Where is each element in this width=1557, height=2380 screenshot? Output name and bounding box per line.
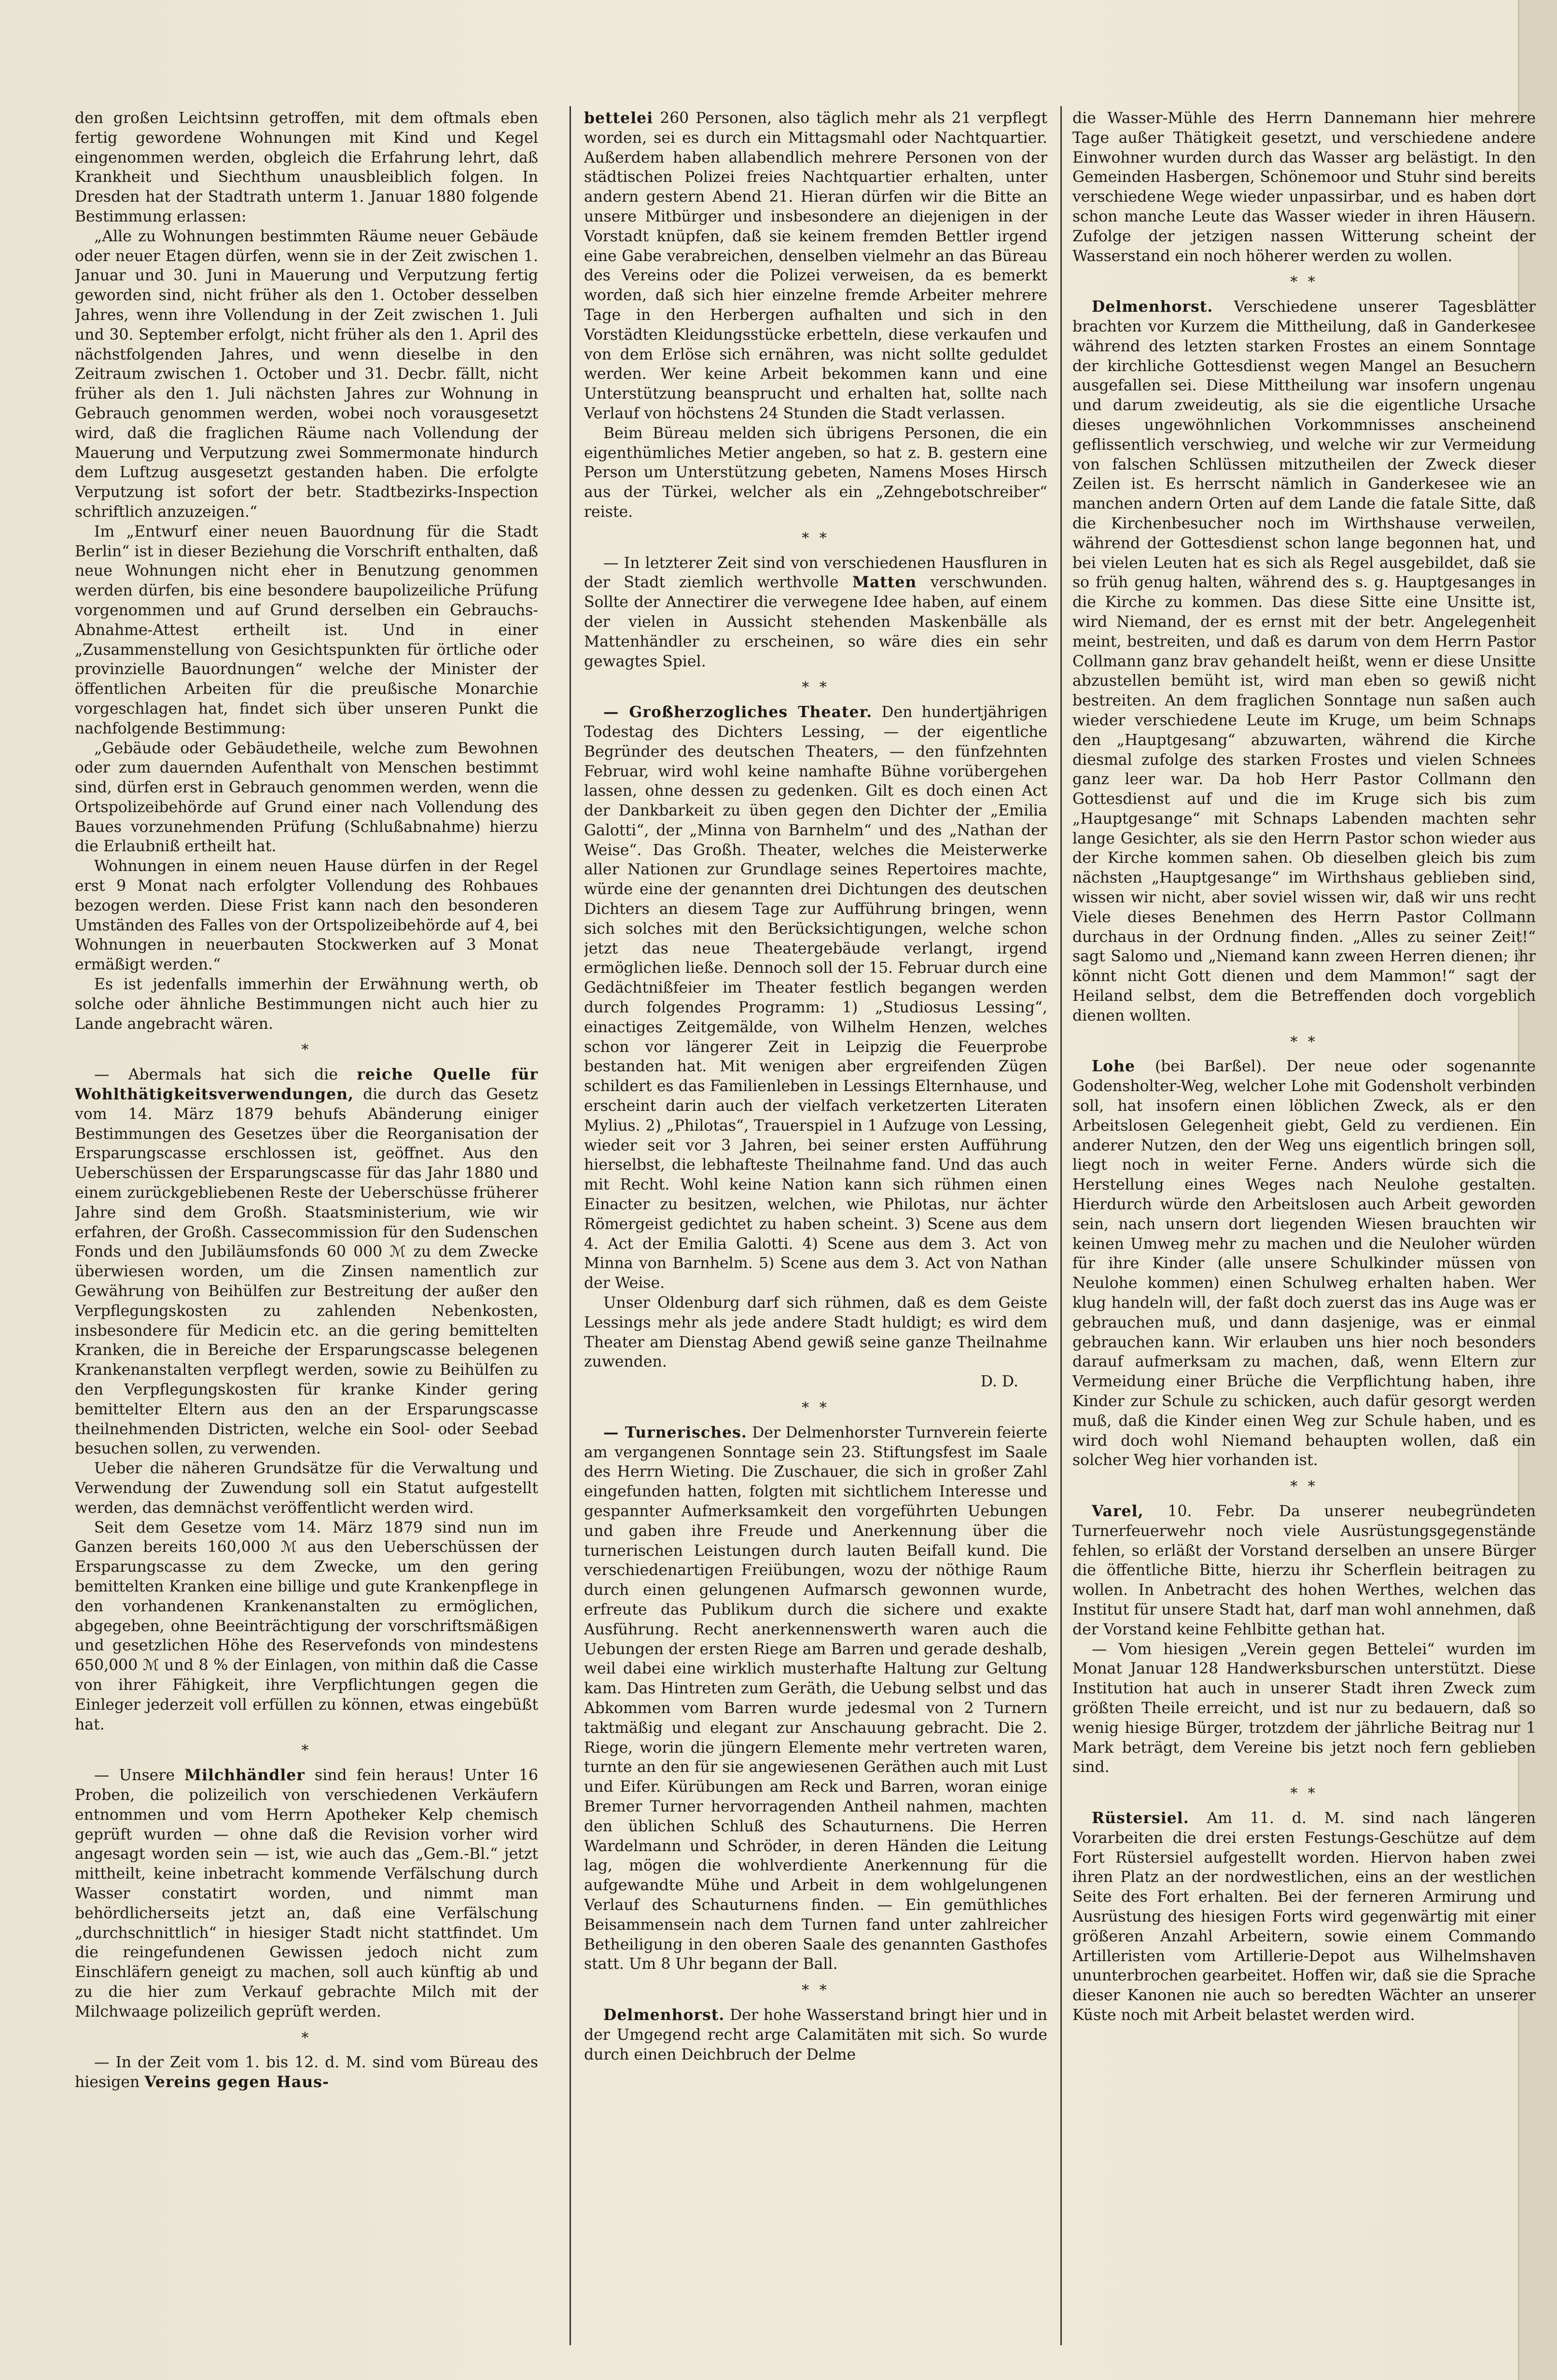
article-heading: Matten [852, 573, 917, 592]
separator-asterisk: * * [1290, 1033, 1318, 1051]
separator-asterisk: * * [1290, 274, 1318, 291]
article-heading: Varel, [1092, 1502, 1144, 1520]
text: Der Delmenhorster Turnverein feierte am vergangenen Sonntage sein 23. Stiftungsfest im Saale des Herrn Wieting. Die Zuschauer, die sich in großer Zahl eingefunden hatten, folgten mit sichtlichem Interesse und gespannter Aufmerksamkeit den vorgeführten Uebungen und gaben ihre Freude und Anerkennung über die turnerischen Leistungen durch lauten Beifall kund. Die verschiedenartigen Freiübungen, wozu der nöthige Raum durch einen gelungenen Aufmarsch gewonnen wurde, erfreute das Publikum durch die sichere und exakte Ausführung. Recht anerkennenswerth waren auch die Uebungen der ersten Riege am Barren und gerade deshalb, weil dabei eine wirklich musterhafte Haltung zur Geltung kam. Das Hintreten zum Geräth, die Uebung selbst und das Abkommen vom Barren wurde jedesmal von 2 Turnern taktmäßig und elegant zur Anschauung gebracht. Die 2. Riege, worin die jüngern Elemente mehr vertreten waren, turnte an den für sie angewiesenen Geräthen auch mit Lust und Eifer. Kürübungen am Reck und Barren, woran einige Bremer Turner hervorragenden Antheil nahmen, machten den üblichen Schluß des Schauturnens. Die Herren Wardelmann und Schröder, in deren Händen die Leitung lag, mögen die wohlverdiente Anerkennung für die aufgewandte Mühe und Arbeit in dem wohlgelungenen Verlauf des Schauturnens finden. — Ein gemüthliches Beisammensein nach dem Turnen fand unter zahlreicher Betheiligung in den oberen Saale des genannten Gasthofes statt. Um 8 Uhr begann der Ball. [584, 1424, 1047, 1973]
text: die durch das Gesetz vom 14. März 1879 behufs Abänderung einiger Bestimmungen des Gesetzes über die Reorganisation der Ersparungscasse erschlossen ist, geöffnet. Aus den Ueberschüssen der Ersparungscasse für das Jahr 1880 und einem zurückgebliebenen Reste der Ueberschüsse früherer Jahre sind dem Großh. Staatsministerium, wie wir erfahren, der Großh. Cassecommission für den Sudenschen Fonds und den Jubiläumsfonds 60 000 ℳ zu dem Zwecke überwiesen worden, um die Zinsen namentlich zur Gewährung von Beihülfen zur Bestreitung der außer den Verpflegungskosten zu zahlenden Nebenkosten, insbesondere für Medicin etc. an die gering bemittelten Kranken, die in Bereiche der Ersparungscasse belegenen Krankenanstalten verpflegt werden, sowie zu Beihülfen zu den Verpflegungskosten für kranke Kinder gering bemittelter Eltern aus den an der Ersparungscasse theilnehmenden Districten, welche ein Sool- oder Seebad besuchen sollen, zu verwenden. [75, 1086, 538, 1458]
paragraph: — Vom hiesigen „Verein gegen Bettelei“ wurden im Monat Januar 128 Handwerksburschen unterstützt. Diese Institution hat auch in unserer Stadt ihren Zweck zum größten Theile erreicht, und ist nur zu bedauern, daß so wenig hiesige Bürger, trotzdem der jährliche Beitrag nur 1 Mark beträgt, dem Vereine bis jetzt noch fern geblieben sind. [1072, 1640, 1536, 1776]
separator-asterisk: * * [1290, 1478, 1318, 1495]
article-heading: Delmenhorst. [603, 2006, 725, 2024]
column-2 [584, 109, 1047, 2348]
paragraph: Beim Büreau melden sich übrigens Personen, die ein eigenthümliches Metier angeben, so hat z. B. gestern eine Person um Unterstützung gebeten, Namens Moses Hirsch aus der Türkei, welcher als ein „Zehngebotschreiber“ reiste. [584, 424, 1047, 521]
paragraph: Es ist jedenfalls immerhin der Erwähnung werth, ob solche oder ähnliche Bestimmungen nicht auch hier zu Lande angebracht wären. [75, 976, 538, 1033]
paragraph [584, 1423, 1047, 1974]
separator-asterisk: * [301, 1041, 312, 1059]
article-heading: Delmenhorst. [1092, 298, 1213, 316]
paragraph [584, 703, 1047, 1293]
author-signature: D. D. [980, 1373, 1018, 1391]
paragraph [584, 2006, 1047, 2064]
paragraph: Seit dem Gesetze vom 14. März 1879 sind nun im Ganzen bereits 160,000 ℳ aus den Ueberschüssen der Ersparungscasse zu dem Zwecke, um den gering bemittelten Kranken eine billige und gute Krankenpflege in den vorhandenen Krankenanstalten zu ermöglichen, abgegeben, ohne Beeinträchtigung der vorschriftsmäßigen und gesetzlichen Höhe des Reservefonds von mindestens 650,000 ℳ und 8 % der Einlagen, von mithin daß die Casse von ihrer Fähigkeit, ihre Verpflichtungen gegen die Einleger jederzeit voll erfüllen zu können, etwas eingebüßt hat. [75, 1519, 538, 1733]
paragraph: Im „Entwurf einer neuen Bauordnung für die Stadt Berlin“ ist in dieser Beziehung die Vorschrift enthalten, daß neue Wohnungen nicht eher in Benutzung genommen werden dürfen, bis eine besondere baupolizeiliche Prüfung vorgenommen und auf Grund derselben ein Gebrauchs-Abnahme-Attest ertheilt ist. Und in einer „Zusammenstellung von Gesichtspunkten für örtliche oder provinzielle Bauordnungen“ welche der Minister der öffentlichen Arbeiten für die preußische Monarchie vorgeschlagen hat, findet sich über unseren Punkt die nachfolgende Bestimmung: [75, 523, 538, 737]
paragraph [1072, 297, 1536, 1025]
article-heading: bettelei [584, 109, 653, 127]
article-heading: Vereins gegen Haus- [144, 2073, 330, 2091]
separator-asterisk: * [301, 1742, 312, 1759]
article-heading: Milchhändler [184, 1766, 305, 1785]
text: Am 11. d. M. sind nach längeren Vorarbeiten die drei ersten Festungs-Geschütze auf dem Fort Rüstersiel aufgestellt worden. Hiervon haben zwei ihren Platz an der nordwestlichen, eins an der westlichen Seite des Fort erhalten. Bei der ferneren Armirung und Ausrüstung des hiesigen Forts wird gegenwärtig mit einer größeren Anzahl Arbeitern, sowie einem Commando Artilleristen vom Artillerie-Depot aus Wilhelmshaven ununterbrochen gearbeitet. Hoffen wir, daß sie die Sprache dieser Kanonen nie auch so beredten Wächter an unserer Küste noch mit Arbeit belastet werden wird. [1072, 1809, 1536, 2024]
text: — In letzterer Zeit sind von verschiedenen Hausfluren in der Stadt ziemlich werthvolle [584, 554, 1047, 592]
text: 260 Personen, also täglich mehr als 21 verpflegt worden, sei es durch ein Mittagsmahl oder Nachtquartier. Außerdem haben allabendlich mehrere Personen von der städtischen Polizei freies Nachtquartier erhalten, unter andern gestern Abend 21. Hieran dürfen wir die Bitte an unsere Mitbürger und insbesondere an diejenigen in der Vorstadt knüpfen, daß sie keinem fremden Bettler irgend eine Gabe verabreichen, denselben vielmehr an das Büreau des Vereins oder die Polizei verweisen, da es bemerkt worden, daß sich hier einzelne fremde Arbeiter mehrere Tage in den Herbergen aufhalten und sich in den Vorstädten Kleidungsstücke erbetteln, diese verkaufen und von dem Erlöse sich ernähren, was nicht sollte geduldet werden. Wer keine Arbeit bekommen kann und eine Unterstützung beansprucht und erhalten hat, sollte nach Verlauf von höchstens 24 Stunden die Stadt verlassen. [584, 110, 1047, 422]
paragraph [584, 553, 1047, 672]
text: — In der Zeit vom 1. bis 12. d. M. sind vom Büreau des hiesigen [75, 2054, 538, 2091]
article-heading: — Großherzogliches Theater. [603, 703, 873, 721]
article-heading: reiche Quelle für Wohlthätigkeitsverwendungen, [75, 1065, 538, 1104]
paragraph: „Gebäude oder Gebäudetheile, welche zum Bewohnen oder zum dauernden Aufenthalt von Menschen bestimmt sind, dürfen erst in Gebrauch genommen werden, wenn die Ortspolizeibehörde auf Grund einer nach Vollendung des Baues vorzunehmenden Prüfung (Schlußabnahme) hierzu die Erlaubniß ertheilt hat. [75, 739, 538, 856]
column-rule [1060, 106, 1062, 2345]
separator-asterisk: * [301, 2029, 312, 2047]
text: Den hundertjährigen Todestag des Dichters Lessing, — der eigentliche Begründer des deutschen Theaters, — den fünfzehnten Februar, wird wohl keine namhafte Bühne vorübergehen lassen, ohne dessen zu gedenken. Gilt es doch einen Act der Dankbarkeit zu üben gegen den Dichter der „Emilia Galotti“, der „Minna von Barnhelm“ und des „Nathan der Weise“. Das Großh. Theater, welches die Meisterwerke aller Nationen zur Grundlage seines Repertoires machte, würde eine der genannten drei Dichtungen des deutschen Dichters an diesem Tage zur Aufführung bringen, wenn sich solches mit den Berücksichtigungen, welche schon jetzt das neue Theatergebäude verlangt, irgend ermöglichen ließe. Dennoch soll der 15. Februar durch eine Gedächtnißfeier im Theater festlich begangen werden durch folgendes Programm: 1) „Studiosus Lessing“, einactiges Zeitgemälde, von Wilhelm Henzen, welches schon vor längerer Zeit in Leipzig die Feuerprobe bestanden hat. Mit wenigen aber ergreifenden Zügen schildert es das Familienleben in Lessings Elternhause, und erscheint darin auch der vielfach verketzerten Literaten Mylius. 2) „Philotas“, Trauerspiel in 1 Aufzuge von Lessing, wieder seit vor 3 Jahren, bei seiner ersten Aufführung hierselbst, die lebhafteste Theilnahme fand. Und das auch mit Recht. Wohl keine Nation kann sich rühmen einen Einacter zu besitzen, welchen, wie Philotas, nur ächter Römergeist gedichtet zu haben scheint. 3) Scene aus dem 4. Act der Emilia Galotti. 4) Scene aus dem 3. Act von Minna von Barnhelm. 5) Scene aus dem 3. Act von Nathan der Weise. [584, 704, 1047, 1292]
paragraph: den großen Leichtsinn getroffen, mit dem oftmals eben fertig gewordene Wohnungen mit Kind und Kegel eingenommen werden, obgleich die Erfahrung lehrt, daß Krankheit und Siechthum unausbleiblich folgen. In Dresden hat der Stadtrath unterm 1. Januar 1880 folgende Bestimmung erlassen: [75, 110, 538, 225]
paragraph [75, 1065, 538, 1459]
separator-asterisk: * * [802, 529, 830, 547]
column-1 [75, 109, 538, 2348]
paragraph [1072, 1057, 1536, 1470]
text: verschwunden. Sollte der Annectirer die verwegene Idee haben, auf einem der vielen in Aussicht stehenden Maskenbälle als Mattenhändler zu erscheinen, so wäre dies ein sehr gewagtes Spiel. [584, 574, 1047, 670]
paragraph: Ueber die näheren Grundsätze für die Verwaltung und Verwendung der Zuwendung soll ein Statut aufgestellt werden, das demnächst veröffentlicht werden wird. [75, 1460, 538, 1517]
paragraph [584, 109, 1047, 424]
text: sind fein heraus! Unter 16 Proben, die polizeilich von verschiedenen Verkäufern entnommen und vom Herrn Apotheker Kelp chemisch geprüft wurden — ohne daß die Revision vorher wird angesagt worden sein — ist, wie auch das „Gem.-Bl.“ jetzt mittheilt, keine inbetracht kommende Verfälschung durch Wasser constatirt worden, und nimmt man behördlicherseits jetzt an, daß eine Verfälschung „durchschnittlich“ in hiesiger Stadt nicht stattfindet. Um die reingefundenen Gewissen jedoch nicht zum Einschläfern geneigt zu machen, soll auch künftig ab und zu die hier zum Verkauf gebrachte Milch mit der Milchwaage polizeilich geprüft werden. [75, 1767, 538, 2020]
paragraph: Wohnungen in einem neuen Hause dürfen in der Regel erst 9 Monat nach erfolgter Vollendung des Rohbaues bezogen werden. Diese Frist kann nach den besonderen Umständen des Falles von der Ortspolizeibehörde auf 4, bei Wohnungen in neuerbauten Stockwerken auf 3 Monat ermäßigt werden.“ [75, 858, 538, 974]
article-heading: Lohe [1092, 1057, 1136, 1076]
text: (bei Barßel). Der neue oder sogenannte Godensholter-Weg, welcher Lohe mit Godensholt verbinden soll, hat insofern einen löblichen Zweck, als er den Arbeitslosen Gelegenheit giebt, Geld zu verdienen. Ein anderer Nutzen, den der Weg uns eigentlich bringen soll, liegt noch in weiter Ferne. Anders würde sich die Herstellung eines Weges nach Neulohe gestalten. Hierdurch würde den Arbeitslosen auch Arbeit geworden sein, nach unsern dort liegenden Wiesen brauchten wir keinen Umweg mehr zu machen und die Neuloher würden für ihre Kinder (alle unsere Schulkinder müssen von Neulohe kommen) einen Schulweg erhalten haben. Wer klug handeln will, der faßt doch zuerst das ins Auge was er gebrauchen muß, und dann dasjenige, was er einmal gebrauchen kann. Wir erlauben uns hier noch besonders darauf aufmerksam zu machen, daß, wenn Eltern zur Vermeidung einer Brüche die Verpflichtung haben, ihre Kinder zur Schule zu schicken, auch dafür gesorgt werden muß, daß die Kinder einen Weg zur Schule haben, und es wird doch wohl Niemand behaupten wollen, daß ein solcher Weg hier vorhanden ist. [1072, 1058, 1536, 1469]
paragraph [75, 2053, 538, 2092]
paragraph: die Wasser-Mühle des Herrn Dannemann hier mehrere Tage außer Thätigkeit gesetzt, und verschiedene andere Einwohner wurden durch das Wasser arg belästigt. In den Gemeinden Hasbergen, Schönemoor und Stuhr sind bereits verschiedene Wege wieder unpassirbar, und es haben dort schon manche Leute das Wasser wieder in ihren Häusern. Zufolge der jetzigen nassen Witterung scheint der Wasserstand ein noch höherer werden zu wollen. [1072, 110, 1536, 265]
text: 10. Febr. Da unserer neubegründeten Turnerfeuerwehr noch viele Ausrüstungsgegenstände fehlen, so erläßt der Vorstand derselben an unsere Bürger die öffentliche Bitte, hierzu ihr Scherflein beitragen zu wollen. In Anbetracht des hohen Werthes, welchen das Institut für unsere Stadt hat, darf man wohl annehmen, daß der Vorstand keine Fehlbitte gethan hat. [1072, 1502, 1536, 1638]
text: — Unsere [94, 1767, 175, 1785]
text: Verschiedene unserer Tagesblätter brachten vor Kurzem die Mittheilung, daß in Ganderkesee während des letzten starken Frostes an einem Sonntage der kirchliche Gottesdienst wegen Mangel an Besuchern ausgefallen sei. Diese Mittheilung war insofern ungenau und darum zweideutig, als sie die eigentliche Ursache dieses ungewöhnlichen Vorkommnisses anscheinend geflissentlich verschwieg, und welche wir zur Vermeidung von falschen Schlüssen mitzutheilen der Zweck dieser Zeilen ist. Es herrscht nämlich in Ganderkesee wie an manchen andern Orten auf dem Lande die fatale Sitte, daß die Kirchenbesucher noch im Wirthshause verweilen, während der Gottesdienst schon lange begonnen hat, und bei vielen Leuten hat es sich als Regel ausgebildet, daß sie so früh genug halten, während des s. g. Hauptgesanges in die Kirche zu kommen. Das diese Sitte eine Unsitte ist, wird Niemand, der es ernst mit der betr. Angelegenheit meint, bestreiten, und daß es darum von dem Herrn Pastor Collmann ganz brav gehandelt heißt, wenn er diese Unsitte abzustellen bemüht ist, wird man eben so gewiß nicht bestreiten. An dem fraglichen Sonntage nun saßen auch wieder verschiedene Leute im Kruge, um beim Schnaps den „Hauptgesang“ abzuwarten, während die Kirche diesmal zufolge des starken Frostes und vielen Schnees ganz leer war. Da hob Herr Pastor Collmann den Gottesdienst auf und die im Kruge sich bis zum „Hauptgesange“ mit Schnaps Labenden machten sehr lange Gesichter, als sie den Herrn Pastor schon wieder aus der Kirche kommen sahen. Ob dieselben gleich bis zum nächsten „Hauptgesange“ im Wirthshaus geblieben sind, wissen wir nicht, aber soviel wissen wir, daß wir uns recht Viele dieses Benehmen des Herrn Pastor Collmann durchaus in der Ordnung finden. „Alles zu seiner Zeit!“ sagt Salomo und „Niemand kann zween Herren dienen; ihr könnt nicht Gott dienen und dem Mammon!“ sagt der Heiland selbst, dem die Betreffenden doch vorgeblich dienen wollten. [1072, 298, 1536, 1024]
text: — Abermals hat sich die [94, 1066, 338, 1084]
column-rule [570, 106, 571, 2345]
paragraph [1072, 1502, 1536, 1640]
separator-asterisk: * * [802, 679, 830, 696]
article-heading: — Turnerisches. [603, 1423, 747, 1441]
separator-asterisk: * * [802, 1982, 830, 1999]
column-3 [1072, 109, 1536, 2348]
paragraph: „Alle zu Wohnungen bestimmten Räume neuer Gebäude oder neuer Etagen dürfen, wenn sie in der Zeit zwischen 1. Januar und 30. Juni in Mauerung und Verputzung fertig geworden sind, nicht früher als den 1. October desselben Jahres, wenn ihre Vollendung in der Zeit zwischen 1. Juli und 30. September erfolgt, nicht früher als den 1. April des nächstfolgenden Jahres, und wenn dieselbe in den Zeitraum zwischen 1. October und 31. Decbr. fällt, nicht früher als den 1. Juli nächsten Jahres zur Wohnung in Gebrauch genommen werden, wobei noch vorausgesetzt wird, daß die fraglichen Räume nach Vollendung der Mauerung und Verputzung zwei Sommermonate hindurch dem Luftzug ausgesetzt gestanden haben. Die erfolgte Verputzung ist sofort der betr. Stadtbezirks-Inspection schriftlich anzuzeigen.“ [75, 227, 538, 521]
separator-asterisk: * * [802, 1399, 830, 1416]
paragraph [75, 1766, 538, 2021]
separator-asterisk: * * [1290, 1785, 1318, 1802]
text: Der hohe Wasserstand bringt hier und in der Umgegend recht arge Calamitäten mit sich. So wurde durch einen Deichbruch der Delme [584, 2006, 1047, 2063]
paragraph: Unser Oldenburg darf sich rühmen, daß es dem Geiste Lessings mehr als jede andere Stadt huldigt; es wird dem Theater am Dienstag Abend gewiß seine ganze Theilnahme zuwenden. [584, 1294, 1047, 1371]
paragraph [1072, 1809, 1536, 2025]
article-heading: Rüstersiel. [1092, 1809, 1189, 1827]
